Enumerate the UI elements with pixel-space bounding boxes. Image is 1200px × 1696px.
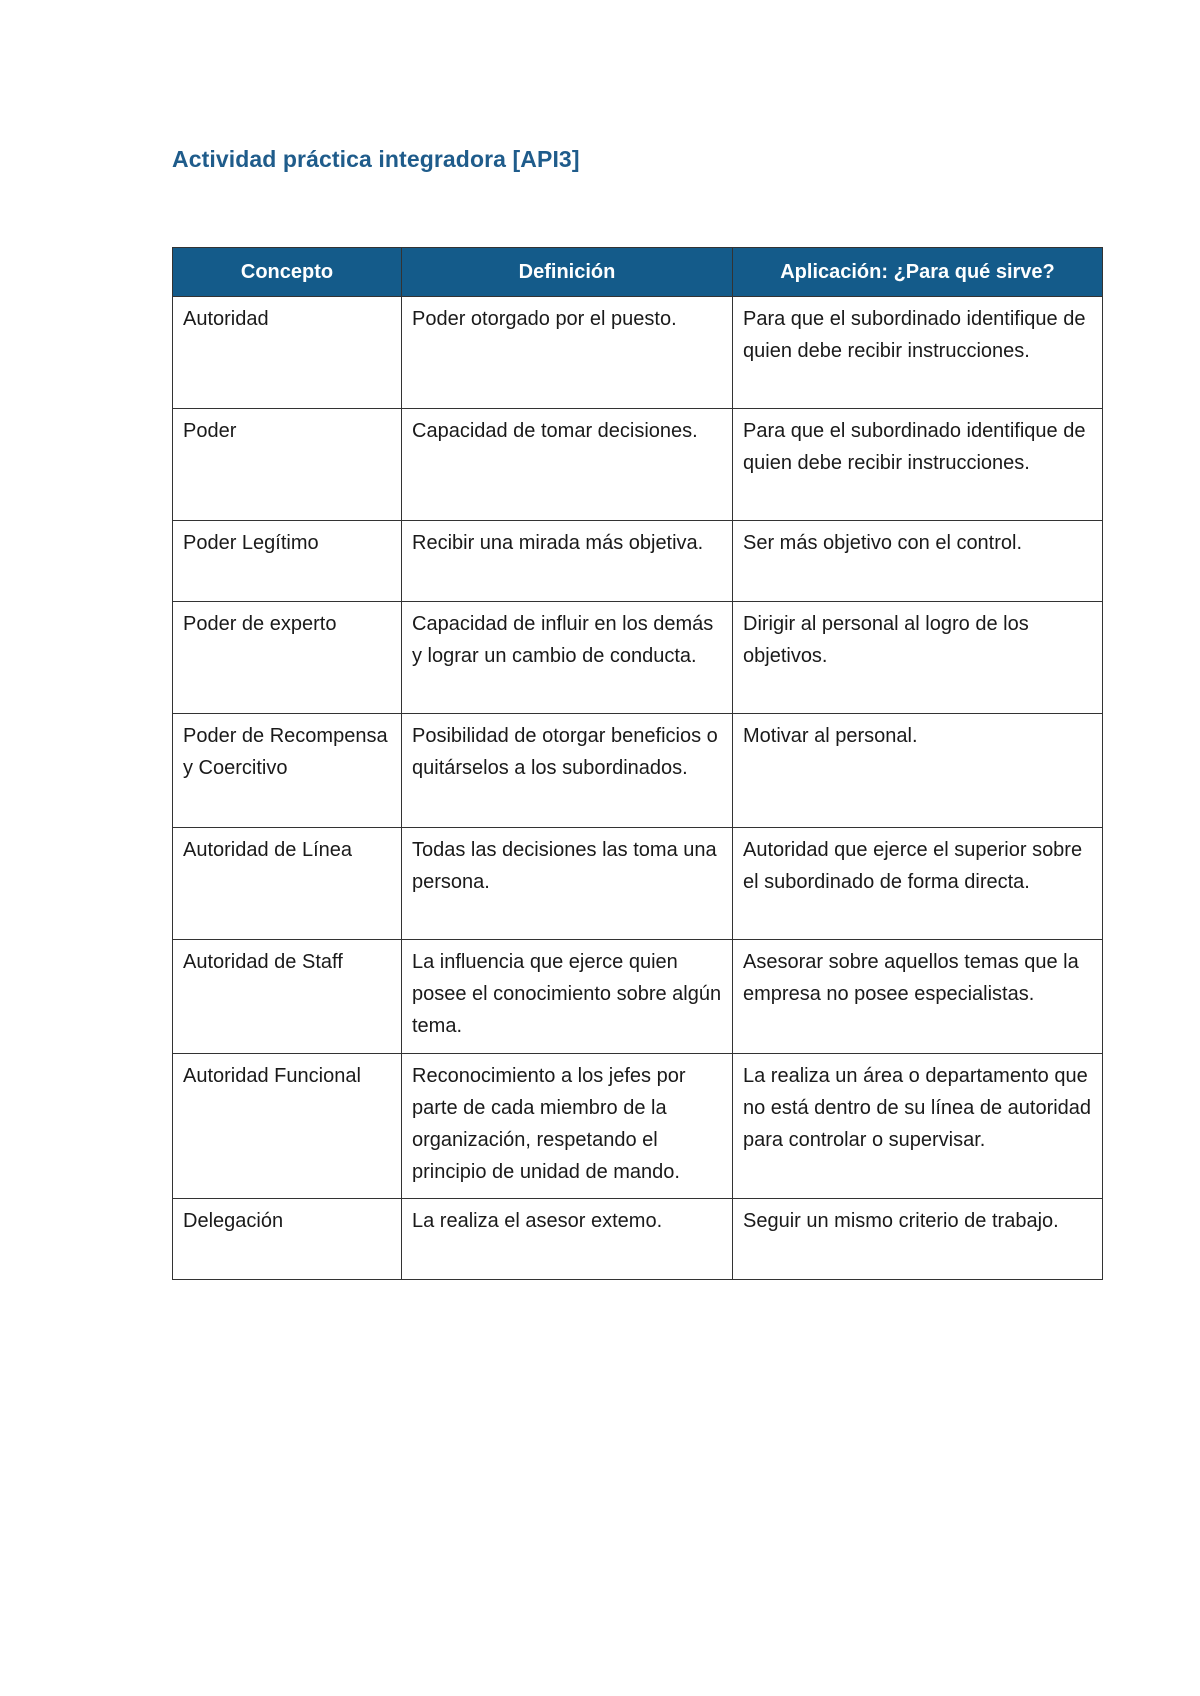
cell-concepto: Poder de experto — [173, 602, 402, 714]
cell-aplicacion: Asesorar sobre aquellos temas que la empresa no posee especialistas. — [733, 940, 1103, 1054]
concept-table — [172, 247, 1103, 1280]
table-row — [173, 602, 1103, 714]
cell-definicion: Capacidad de tomar decisiones. — [402, 409, 733, 521]
table-row — [173, 1199, 1103, 1280]
cell-definicion: Poder otorgado por el puesto. — [402, 297, 733, 409]
cell-definicion: Todas las decisiones las toma una persona. — [402, 828, 733, 940]
cell-aplicacion: Para que el subordinado identifique de quien debe recibir instrucciones. — [733, 409, 1103, 521]
page-title: Actividad práctica integradora [API3] — [172, 146, 580, 172]
cell-definicion: La influencia que ejerce quien posee el conocimiento sobre algún tema. — [402, 940, 733, 1054]
table-header-row — [173, 248, 1103, 297]
cell-aplicacion: Seguir un mismo criterio de trabajo. — [733, 1199, 1103, 1280]
cell-definicion: Reconocimiento a los jefes por parte de cada miembro de la organización, respetando el principio de unidad de mando. — [402, 1054, 733, 1199]
cell-concepto: Delegación — [173, 1199, 402, 1280]
table-row — [173, 828, 1103, 940]
table-row — [173, 297, 1103, 409]
header-concepto: Concepto — [173, 248, 402, 297]
table-row — [173, 1054, 1103, 1199]
cell-concepto: Autoridad Funcional — [173, 1054, 402, 1199]
table-row — [173, 409, 1103, 521]
cell-aplicacion: Para que el subordinado identifique de quien debe recibir instrucciones. — [733, 297, 1103, 409]
cell-concepto: Poder Legítimo — [173, 521, 402, 602]
cell-aplicacion: Motivar al personal. — [733, 714, 1103, 828]
cell-concepto: Autoridad de Staff — [173, 940, 402, 1054]
cell-concepto: Autoridad de Línea — [173, 828, 402, 940]
header-aplicacion: Aplicación: ¿Para qué sirve? — [733, 248, 1103, 297]
cell-aplicacion: Autoridad que ejerce el superior sobre el subordinado de forma directa. — [733, 828, 1103, 940]
cell-concepto: Poder de Recompensa y Coercitivo — [173, 714, 402, 828]
cell-definicion: Recibir una mirada más objetiva. — [402, 521, 733, 602]
cell-aplicacion: Ser más objetivo con el control. — [733, 521, 1103, 602]
table-row — [173, 940, 1103, 1054]
table-row — [173, 521, 1103, 602]
cell-definicion: Posibilidad de otorgar beneficios o quitárselos a los subordinados. — [402, 714, 733, 828]
cell-definicion: Capacidad de influir en los demás y lograr un cambio de conducta. — [402, 602, 733, 714]
cell-concepto: Poder — [173, 409, 402, 521]
cell-definicion: La realiza el asesor extemo. — [402, 1199, 733, 1280]
cell-aplicacion: La realiza un área o departamento que no está dentro de su línea de autoridad para controlar o supervisar. — [733, 1054, 1103, 1199]
cell-concepto: Autoridad — [173, 297, 402, 409]
cell-aplicacion: Dirigir al personal al logro de los objetivos. — [733, 602, 1103, 714]
table-row — [173, 714, 1103, 828]
header-definicion: Definición — [402, 248, 733, 297]
